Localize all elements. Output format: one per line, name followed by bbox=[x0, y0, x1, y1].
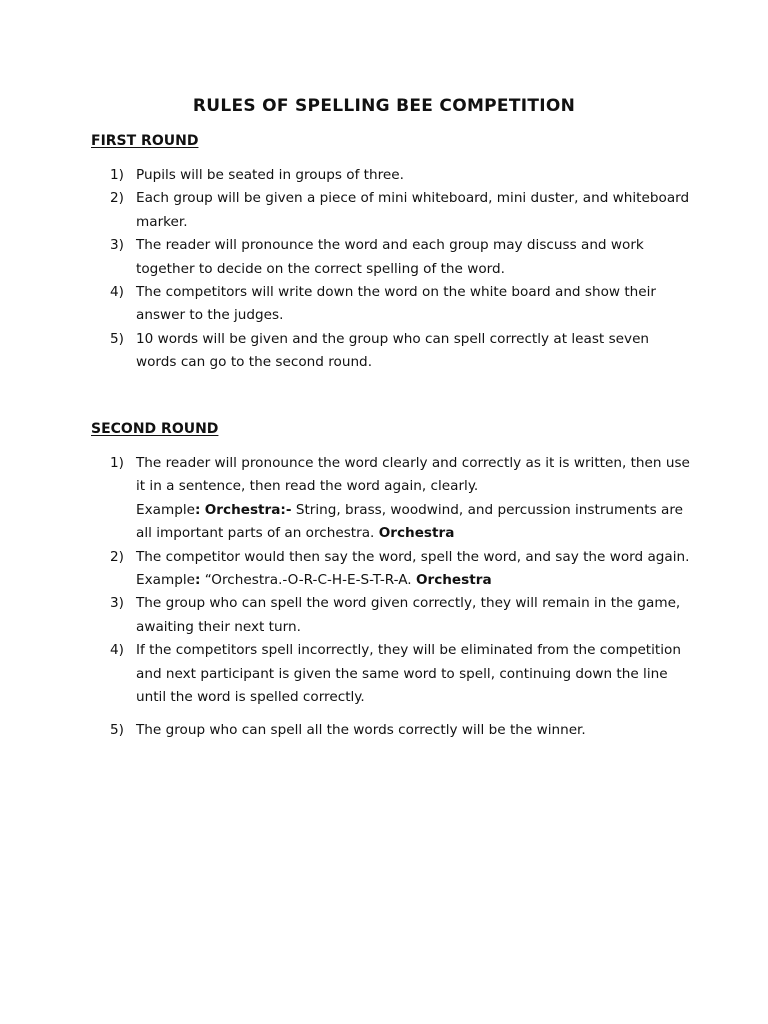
rule-text: The competitors will write down the word on the white board and show their answer to the judges. bbox=[136, 284, 657, 324]
example-colon: : bbox=[194, 501, 201, 518]
example-label: Example bbox=[136, 572, 195, 589]
first-round-rule-3 bbox=[110, 234, 690, 281]
rule-number: 2) bbox=[110, 548, 124, 565]
rule-text: Each group will be given a piece of mini whiteboard, mini duster, and whiteboard marker. bbox=[136, 190, 690, 230]
example-end-word: Orchestra bbox=[415, 572, 492, 589]
example-line bbox=[136, 502, 683, 541]
rule-number: 5) bbox=[110, 722, 124, 739]
example-text: String, brass, woodwind, and percussion instruments are all important parts of an orchestra. bbox=[136, 501, 683, 542]
second-round-rules bbox=[110, 452, 690, 743]
first-round-rule-2 bbox=[110, 187, 690, 234]
second-round-heading: SECOND ROUND bbox=[91, 421, 219, 437]
rule-text: If the competitors spell incorrectly, they will be eliminated from the competition and next participant is given the same word to spell, continuing down the line until the word is spelled correctly. bbox=[136, 642, 681, 706]
rule-text: 10 words will be given and the group who can spell correctly at least seven words can go to the second round. bbox=[136, 330, 650, 371]
rule-number: 1) bbox=[110, 455, 124, 471]
rule-number: 3) bbox=[110, 595, 124, 612]
example-label: Example bbox=[136, 501, 195, 518]
example-end-word: Orchestra bbox=[378, 525, 455, 542]
rule-text: The group who can spell all the words correctly will be the winner. bbox=[136, 722, 586, 739]
example-word: Orchestra:- bbox=[204, 501, 292, 518]
second-round-rule-5 bbox=[110, 719, 690, 742]
first-round-rule-4 bbox=[110, 281, 690, 328]
example-colon: : bbox=[194, 572, 201, 589]
second-round-rule-4 bbox=[110, 639, 690, 709]
first-round-heading: FIRST ROUND bbox=[91, 133, 199, 149]
rule-text: Pupils will be seated in groups of three. bbox=[136, 167, 404, 183]
first-round-rule-1 bbox=[110, 164, 690, 187]
first-round-rules bbox=[110, 164, 690, 375]
rule-text: The reader will pronounce the word clearly and correctly as it is written, then use it in a sentence, then read the word again, clearly. bbox=[136, 455, 690, 495]
rule-text: The group who can spell the word given correctly, they will remain in the game, awaiting their next turn. bbox=[136, 595, 681, 635]
second-round-rule-2 bbox=[110, 546, 690, 593]
rule-number: 2) bbox=[110, 190, 124, 207]
example-text: “Orchestra.-O-R-C-H-E-S-T-R-A. bbox=[200, 572, 416, 589]
second-round-rule-3 bbox=[110, 592, 690, 639]
example-line bbox=[136, 572, 492, 588]
rule-text: The competitor would then say the word, spell the word, and say the word again. bbox=[136, 548, 690, 565]
second-round-rule-1 bbox=[110, 452, 690, 546]
first-round-rule-5 bbox=[110, 328, 690, 375]
page-title: RULES OF SPELLING BEE COMPETITION bbox=[192, 96, 576, 116]
rule-text: The reader will pronounce the word and each group may discuss and work together to decide on the correct spelling of the word. bbox=[136, 237, 644, 277]
rule-number: 5) bbox=[110, 330, 124, 347]
rule-number: 4) bbox=[110, 284, 124, 301]
rule-number: 4) bbox=[110, 642, 124, 659]
rule-number: 3) bbox=[110, 237, 124, 254]
rule-number: 1) bbox=[110, 167, 124, 183]
